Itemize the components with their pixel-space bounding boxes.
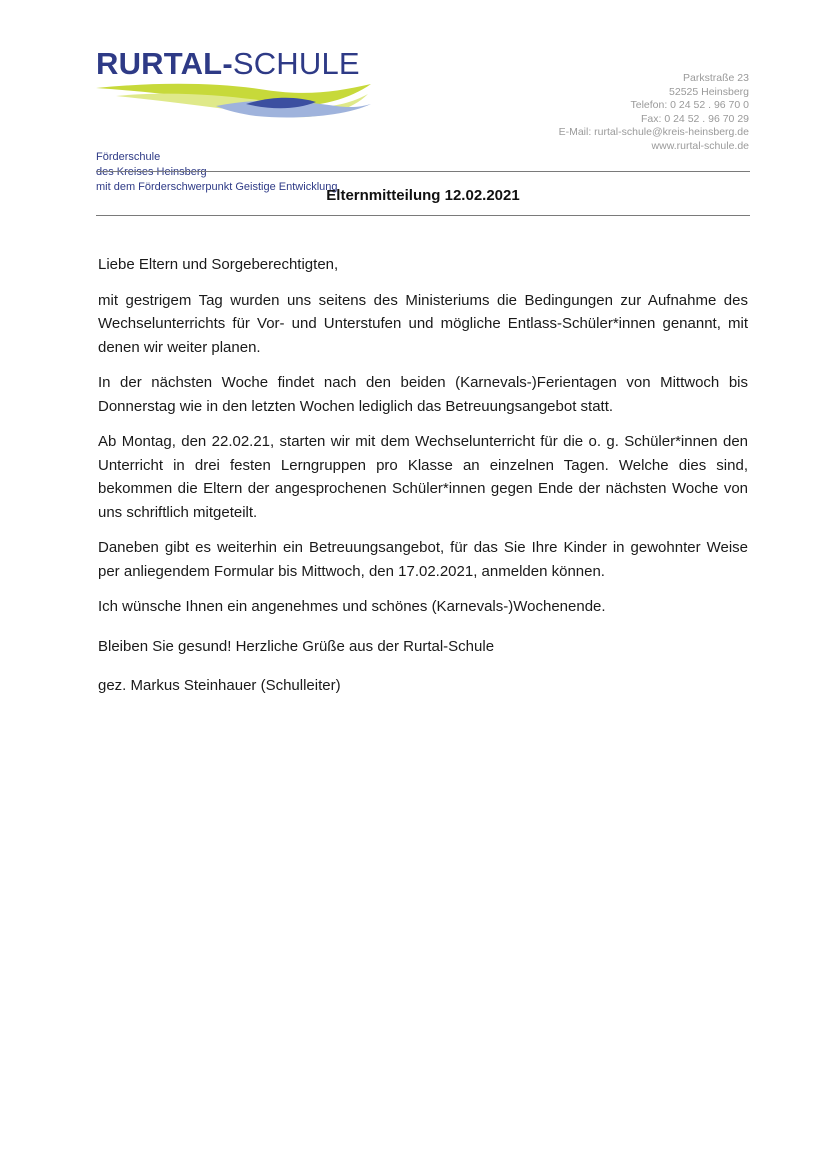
school-address: [559, 72, 749, 154]
logo-wave-graphic: [96, 80, 371, 122]
logo-subtitle-line: Förderschule: [96, 151, 161, 163]
signature: gez. Markus Steinhauer (Schulleiter): [98, 677, 341, 694]
school-logo: [96, 46, 376, 193]
letter-body: [98, 253, 748, 710]
title-rule-bottom: [96, 215, 750, 216]
closing: Bleiben Sie gesund! Herzliche Grüße aus der Rurtal-Schule: [98, 637, 495, 655]
paragraph: Ich wünsche Ihnen ein angenehmes und schönes (Karnevals-)Wochenende.: [98, 598, 606, 615]
title-rule-top: [96, 171, 750, 172]
logo-subtitle-line: mit dem Förderschwerpunkt Geistige Entwicklung: [96, 181, 338, 193]
paragraph: In der nächsten Woche findet nach den beiden (Karnevals-)Ferientagen von Mittwoch bis Donnerstag wie in den letzten Wochen lediglich das Betreuungsangebot statt.: [98, 374, 748, 415]
logo-title-bold: RURTAL-: [96, 46, 233, 81]
address-city: 52525 Heinsberg: [669, 85, 749, 98]
logo-title: [96, 46, 376, 82]
address-phone: Telefon: 0 24 52 . 96 70 0: [630, 99, 749, 112]
salutation: Liebe Eltern und Sorgeberechtigten,: [98, 256, 339, 273]
logo-subtitle-line: des Kreises Heinsberg: [96, 166, 207, 178]
document-title: Elternmitteilung 12.02.2021: [326, 187, 520, 204]
address-email: E-Mail: rurtal-schule@kreis-heinsberg.de: [558, 126, 749, 139]
paragraph: Daneben gibt es weiterhin ein Betreuungsangebot, für das Sie Ihre Kinder in gewohnter Weise per anliegendem Formular bis Mittwoch, den 17.02.2021, anmelden können.: [98, 539, 748, 580]
paragraph: mit gestrigem Tag wurden uns seitens des Ministeriums die Bedingungen zur Aufnahme des Wechselunterrichts für Vor- und Unterstufen und mögliche Entlass-Schüler*innen genannt, mit denen wir weiter planen.: [98, 291, 748, 356]
logo-title-light: SCHULE: [232, 46, 360, 81]
address-web: www.rurtal-schule.de: [651, 139, 749, 152]
address-street: Parkstraße 23: [683, 72, 749, 84]
address-fax: Fax: 0 24 52 . 96 70 29: [641, 112, 749, 125]
paragraph: Ab Montag, den 22.02.21, starten wir mit dem Wechselunterricht für die o. g. Schüler*innen den Unterricht in drei festen Lerngruppen pro Klasse an einzelnen Tagen. Welche dies sind, bekommen die Eltern der angesprochenen Schüler*innen gegen Ende der nächsten Woche von uns schriftlich mitgeteilt.: [98, 433, 748, 521]
